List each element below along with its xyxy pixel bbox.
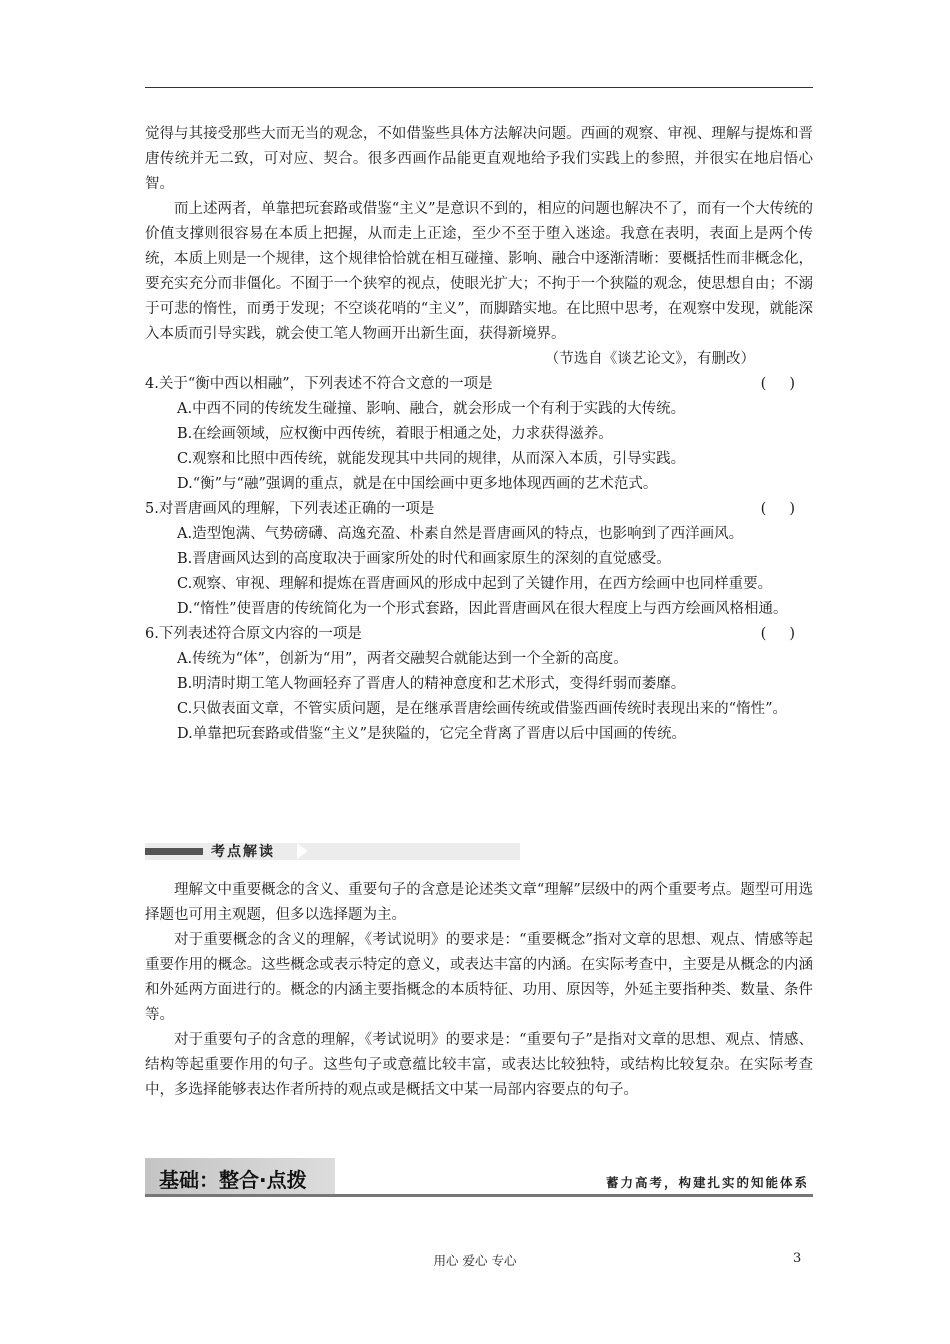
option-d: D.单靠把玩套路或借鉴“主义”是狭隘的，它完全背离了晋唐以后中国画的传统。 (177, 726, 687, 742)
question-4 (145, 372, 813, 497)
section-paragraph-1: 理解文中重要概念的含义、重要句子的含意是论述类文章“理解”层级中的两个重要考点。题型可用选择题也可用主观题，但多以选择题为主。 (145, 882, 813, 923)
option-a: A.中西不同的传统发生碰撞、影响、融合，就会形成一个有利于实践的大传统。 (177, 401, 686, 417)
question-text: 5.对晋唐画风的理解，下列表述正确的一项是 (145, 501, 435, 517)
option-d: D.“衡”与“融”强调的重点，就是在中国绘画中更多地体现西画的艺术范式。 (177, 476, 658, 492)
section-header-bar (145, 843, 520, 860)
banner-rule (145, 1194, 813, 1197)
passage-paragraph-1: 觉得与其接受那些大而无当的观念，不如借鉴些具体方法解决问题。西画的观察、审视、理解与提炼和晋唐传统并无二致，可对应、契合。很多西画作品能更直观地给予我们实践上的参照，并很实在地启悟心智。 (145, 126, 813, 192)
question-5 (145, 497, 813, 622)
section-body (145, 878, 813, 1103)
passage-paragraph-2: 而上述两者，单靠把玩套路或借鉴“主义”是意识不到的，相应的问题也解决不了，而有一个大传统的价值支撑则很容易在本质上把握，从而走上正途，至少不至于堕入迷途。我意在表明，表面上是两个传统，本质上则是一个规律，这个规律恰恰就在相互碰撞、影响、融合中逐渐清晰：要概括性而非概念化，要充实充分而非僵化。不囿于一个狭窄的视点，使眼光扩大；不拘于一个狭隘的观念，使思想自由；不溺于可悲的惰性，而勇于发现；不空谈花哨的“主义”，而脚踏实地。在比照中思考，在观察中发现，就能深入本质而引导实践，就会使工笔人物画开出新生面，获得新境界。 (145, 201, 813, 342)
section-arrow-icon (297, 843, 308, 859)
section-title: 考点解读 (211, 844, 275, 860)
option-a: A.传统为“体”，创新为“用”，两者交融契合就能达到一个全新的高度。 (177, 651, 628, 667)
passage-body (145, 122, 813, 747)
answer-blank: ( ) (760, 626, 795, 642)
question-6 (145, 622, 813, 747)
option-c: C.观察、审视、理解和提炼在晋唐画风的形成中起到了关键作用，在西方绘画中也同样重要。 (177, 576, 773, 592)
question-text: 4.关于“衡中西以相融”，下列表述不符合文意的一项是 (145, 376, 493, 392)
chapter-banner (145, 1158, 813, 1198)
page-number: 3 (793, 1251, 802, 1266)
page-footer: 用心 爱心 专心 (433, 1253, 517, 1268)
option-b: B.在绘画领域，应权衡中西传统，着眼于相通之处，力求获得滋养。 (177, 426, 613, 442)
source-citation: （节选自《谈艺论文》，有删改） (544, 351, 755, 367)
source-line (145, 347, 813, 372)
answer-blank: ( ) (760, 501, 795, 517)
banner-tagline: 蓄力高考，构建扎实的知能体系 (605, 1175, 809, 1190)
header-rule (145, 87, 813, 88)
option-c: C.观察和比照中西传统，就能发现其中共同的规律，从而深入本质，引导实践。 (177, 451, 686, 467)
section-bar-accent (145, 848, 203, 855)
banner-title: 基础：整合·点拨 (159, 1168, 307, 1192)
question-text: 6.下列表述符合原文内容的一项是 (145, 626, 362, 642)
option-b: B.明清时期工笔人物画轻弃了晋唐人的精神意度和艺术形式，变得纤弱而萎靡。 (177, 676, 686, 692)
option-d: D.“惰性”使晋唐的传统简化为一个形式套路，因此晋唐画风在很大程度上与西方绘画风格相通。 (177, 601, 788, 617)
section-paragraph-2: 对于重要概念的含义的理解，《考试说明》的要求是：“重要概念”指对文章的思想、观点、情感等起重要作用的概念。这些概念或表示特定的意义，或表达丰富的内涵。在实际考查中，主要是从概念的内涵和外延两方面进行的。概念的内涵主要指概念的本质特征、功用、原因等，外延主要指种类、数量、条件等。 (145, 932, 813, 1023)
option-a: A.造型饱满、气势磅礴、高逸充盈、朴素自然是晋唐画风的特点，也影响到了西洋画风。 (177, 526, 744, 542)
answer-blank: ( ) (760, 376, 795, 392)
question-stem (145, 497, 813, 522)
question-stem (145, 372, 813, 397)
section-paragraph-3: 对于重要句子的含意的理解，《考试说明》的要求是：“重要句子”是指对文章的思想、观点、情感、结构等起重要作用的句子。这些句子或意蕴比较丰富，或表达比较独特，或结构比较复杂。在实际考查中，多选择能够表达作者所持的观点或是概括文中某一局部内容要点的句子。 (145, 1032, 813, 1098)
option-b: B.晋唐画风达到的高度取决于画家所处的时代和画家原生的深刻的直觉感受。 (177, 551, 671, 567)
question-stem (145, 622, 813, 647)
option-c: C.只做表面文章，不管实质问题，是在继承晋唐绘画传统或借鉴西画传统时表现出来的“惰性”。 (177, 701, 788, 717)
